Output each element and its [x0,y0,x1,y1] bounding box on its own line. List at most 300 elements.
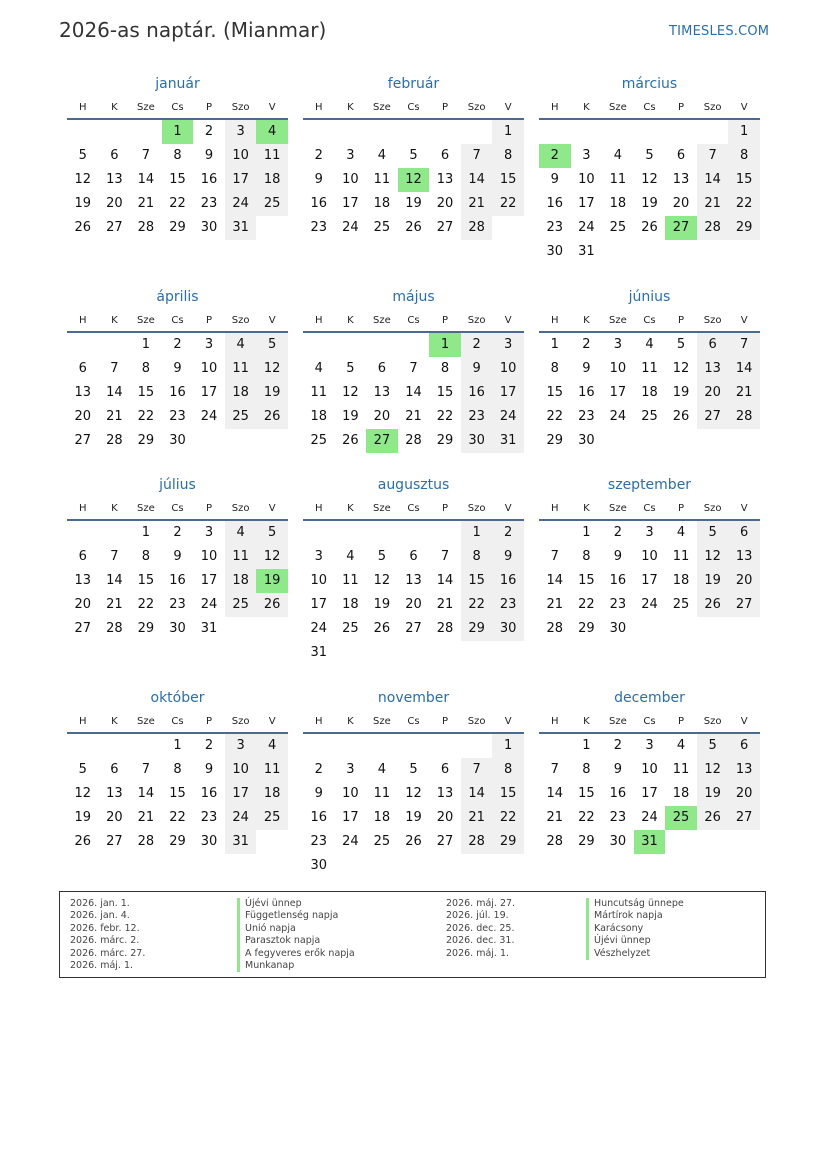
day-cell: 11 [342,573,359,588]
day-cell: 25 [342,621,359,636]
day-cell: 21 [697,192,729,216]
day-cell: 13 [436,786,454,801]
weekday-label: Sze [373,102,391,113]
day-cell: 31 [578,244,595,259]
weekday-label: K [583,716,590,727]
day-cell: 29 [137,621,155,636]
day-cell: 23 [310,834,328,849]
day-cell: 9 [204,762,214,777]
day-cell: 5 [78,148,87,163]
day-cell: 21 [461,806,493,830]
weekday-label: V [268,716,276,727]
day-cell: 11 [373,172,391,187]
legend-date: 2026. júl. 19. [446,910,509,922]
day-cell: 30 [310,858,328,873]
weekday-label: Cs [407,716,420,727]
day-cell: 8 [173,148,182,163]
day-cell: 10 [641,549,658,564]
empty-cell [335,120,367,144]
day-cell: 29 [169,834,186,849]
day-cell: 13 [728,545,760,569]
empty-cell [99,120,131,144]
day-cell: 25 [672,597,690,612]
day-cell: 16 [578,385,595,400]
day-cell: 20 [373,409,391,424]
empty-cell [130,120,162,144]
day-cell: 28 [137,220,155,235]
day-cell: 30 [492,617,524,641]
day-cell: 13 [74,573,92,588]
holiday-day-cell: 2 [539,144,571,168]
weekday-header [303,712,524,734]
empty-cell [130,734,162,758]
day-cell: 20 [728,569,760,593]
day-cell: 1 [141,525,151,540]
day-cell: 29 [546,433,564,448]
day-cell: 11 [225,545,257,569]
empty-cell [366,120,398,144]
day-cell: 14 [461,168,493,192]
day-cell: 27 [106,220,123,235]
legend-holiday-name: A fegyveres erők napja [237,948,355,960]
day-cell: 17 [578,196,595,211]
empty-cell [67,521,99,545]
weekday-label: K [347,503,354,514]
day-cell: 24 [609,409,627,424]
day-cell: 28 [461,830,493,854]
day-cell: 10 [641,762,658,777]
day-cell: 22 [578,597,595,612]
day-cell: 19 [405,196,422,211]
weekday-label: Cs [643,315,656,326]
legend-holiday-name: Újévi ünnep [237,898,355,910]
day-cell: 15 [461,569,493,593]
weekday-label: V [268,102,276,113]
day-cell: 5 [256,521,288,545]
month-block [303,684,524,878]
weekday-header [539,712,760,734]
weekday-label: K [111,102,118,113]
day-cell: 1 [492,734,524,758]
day-cell: 6 [78,361,87,376]
day-cell: 4 [225,333,257,357]
weekday-label: P [442,315,449,326]
day-cell: 13 [728,758,760,782]
day-cell: 10 [225,144,257,168]
weekday-label: K [111,315,118,326]
weekday-label: K [347,102,354,113]
day-cell: 1 [461,521,493,545]
day-cell: 13 [74,385,92,400]
day-cell: 26 [373,621,391,636]
weekday-label: K [111,716,118,727]
day-cell: 5 [697,521,729,545]
day-cell: 13 [405,573,422,588]
day-cell: 31 [492,429,524,453]
month-title: július [159,477,196,493]
day-cell: 13 [106,786,123,801]
day-cell: 14 [436,573,454,588]
day-cell: 18 [672,573,690,588]
empty-cell [602,120,634,144]
day-cell: 4 [377,148,387,163]
day-cell: 2 [492,521,524,545]
day-cell: 2 [613,525,623,540]
day-cell: 29 [436,433,454,448]
day-cell: 30 [609,621,627,636]
day-cell: 1 [728,120,760,144]
day-cell: 17 [225,168,257,192]
empty-cell [366,734,398,758]
day-cell: 12 [256,357,288,381]
day-cell: 20 [74,409,92,424]
day-cell: 16 [310,810,328,825]
day-cell: 6 [377,361,387,376]
day-cell: 23 [609,810,627,825]
weekday-label: Szo [231,315,250,326]
day-cell: 8 [550,361,559,376]
day-cell: 17 [609,385,627,400]
day-cell: 15 [578,573,595,588]
holiday-day-cell: 4 [256,120,288,144]
month-title: január [155,76,200,92]
day-cell: 1 [492,120,524,144]
day-cell: 13 [436,172,454,187]
day-cell: 1 [582,738,591,753]
day-cell: 17 [492,381,524,405]
weekday-header [303,499,524,521]
empty-cell [99,333,131,357]
day-cell: 21 [106,409,123,424]
day-cell: 5 [409,148,418,163]
day-cell: 20 [436,196,454,211]
day-cell: 16 [200,172,218,187]
day-cell: 10 [310,573,328,588]
day-cell: 20 [106,196,123,211]
day-cell: 30 [461,429,493,453]
day-cell: 3 [346,148,355,163]
day-cell: 16 [461,381,493,405]
day-cell: 2 [173,337,182,352]
weekday-label: H [315,102,323,113]
day-cell: 8 [582,762,591,777]
day-cell: 18 [256,782,288,806]
legend-holiday-name: Huncutság ünnepe [586,898,684,910]
day-cell: 24 [200,409,218,424]
day-cell: 9 [550,172,559,187]
weekday-label: H [79,716,87,727]
legend-holiday-name: Parasztok napja [237,935,355,947]
weekday-label: H [79,102,87,113]
day-cell: 16 [609,573,627,588]
weekday-label: Szo [231,503,250,514]
weekday-label: Szo [467,315,486,326]
weekday-label: P [678,503,685,514]
day-cell: 17 [641,573,658,588]
day-cell: 19 [342,409,359,424]
empty-cell [398,333,430,357]
weekday-label: V [504,315,512,326]
day-cell: 14 [137,786,155,801]
day-cell: 3 [582,148,591,163]
day-cell: 22 [137,409,155,424]
holiday-day-cell: 25 [665,806,697,830]
day-cell: 24 [342,220,359,235]
day-cell: 21 [546,597,564,612]
weekday-header [67,712,288,734]
weekday-label: Cs [171,315,184,326]
day-cell: 29 [169,220,186,235]
legend-names-col-2 [586,898,684,960]
day-cell: 19 [672,385,690,400]
day-cell: 31 [225,216,257,240]
day-cell: 29 [461,617,493,641]
holiday-day-cell: 27 [665,216,697,240]
day-grid [67,521,288,641]
day-cell: 11 [672,762,690,777]
day-cell: 7 [550,762,559,777]
day-cell: 17 [641,786,658,801]
day-cell: 28 [436,621,454,636]
legend-holiday-name: Munkanap [237,960,355,972]
day-cell: 8 [141,361,151,376]
day-cell: 24 [578,220,595,235]
legend-dates-col-2 [446,898,515,960]
empty-cell [461,120,493,144]
day-cell: 19 [74,810,92,825]
weekday-label: K [583,503,590,514]
weekday-label: V [268,315,276,326]
day-cell: 7 [728,333,760,357]
day-cell: 7 [141,762,151,777]
day-cell: 6 [728,734,760,758]
day-cell: 17 [200,385,218,400]
empty-cell [303,120,335,144]
weekday-header [539,98,760,120]
day-cell: 23 [200,196,218,211]
day-cell: 15 [546,385,564,400]
day-cell: 28 [106,433,123,448]
day-cell: 23 [609,597,627,612]
day-cell: 3 [645,738,654,753]
empty-cell [398,521,430,545]
day-cell: 17 [342,810,359,825]
weekday-header [303,311,524,333]
day-cell: 7 [697,144,729,168]
day-cell: 17 [342,196,359,211]
weekday-label: Sze [137,315,155,326]
weekday-label: V [504,503,512,514]
day-cell: 26 [405,220,422,235]
legend-holiday-name: Mártírok napja [586,910,684,922]
day-cell: 29 [492,830,524,854]
weekday-label: P [678,315,685,326]
day-cell: 8 [461,545,493,569]
empty-cell [303,734,335,758]
day-cell: 22 [169,196,186,211]
day-cell: 1 [173,738,182,753]
day-cell: 25 [310,433,328,448]
legend-holiday-name: Újévi ünnep [586,935,684,947]
day-cell: 8 [728,144,760,168]
day-cell: 18 [609,196,627,211]
day-cell: 4 [676,525,686,540]
day-cell: 8 [141,549,151,564]
day-cell: 12 [641,172,658,187]
day-cell: 4 [314,361,323,376]
month-block [67,283,288,453]
weekday-label: Szo [231,716,250,727]
day-cell: 9 [582,361,591,376]
day-cell: 12 [256,545,288,569]
weekday-label: Cs [643,102,656,113]
day-cell: 24 [310,621,328,636]
weekday-label: Szo [703,503,722,514]
day-cell: 24 [641,810,658,825]
day-cell: 3 [492,333,524,357]
day-cell: 22 [728,192,760,216]
day-cell: 14 [106,573,123,588]
month-block [67,70,288,240]
day-cell: 4 [346,549,355,564]
legend-date: 2026. jan. 1. [70,898,130,909]
day-cell: 10 [200,549,218,564]
legend-date: 2026. dec. 31. [446,935,515,947]
day-cell: 10 [342,172,359,187]
day-cell: 6 [440,762,450,777]
day-cell: 15 [137,573,155,588]
legend-date: 2026. máj. 1. [446,947,510,959]
empty-cell [335,734,367,758]
day-cell: 8 [492,144,524,168]
day-cell: 5 [256,333,288,357]
day-cell: 8 [492,758,524,782]
weekday-label: K [347,315,354,326]
day-cell: 25 [256,192,288,216]
day-cell: 6 [440,148,450,163]
day-cell: 4 [676,738,686,753]
weekday-label: V [740,716,748,727]
month-block [303,471,524,665]
empty-cell [366,333,398,357]
weekday-label: Sze [373,503,391,514]
month-title: november [377,690,450,706]
day-cell: 26 [672,409,690,424]
empty-cell [366,521,398,545]
weekday-label: Sze [373,315,391,326]
day-cell: 24 [342,834,359,849]
day-cell: 11 [256,144,288,168]
day-cell: 25 [225,405,257,429]
day-cell: 15 [728,168,760,192]
day-cell: 30 [169,433,186,448]
day-cell: 13 [373,385,391,400]
day-cell: 10 [492,357,524,381]
empty-cell [67,734,99,758]
day-cell: 30 [578,433,595,448]
day-cell: 11 [256,758,288,782]
day-cell: 23 [200,810,218,825]
day-cell: 29 [137,433,155,448]
weekday-label: Szo [231,102,250,113]
day-cell: 22 [436,409,454,424]
day-cell: 19 [256,381,288,405]
day-cell: 19 [373,597,391,612]
day-cell: 3 [346,762,355,777]
weekday-label: Cs [643,503,656,514]
day-cell: 14 [106,385,123,400]
day-cell: 16 [492,569,524,593]
day-cell: 28 [137,834,155,849]
legend-date: 2026. márc. 2. [70,935,140,947]
day-grid [303,120,524,240]
day-cell: 7 [409,361,418,376]
weekday-label: V [740,102,748,113]
weekday-label: P [206,102,213,113]
empty-cell [571,120,603,144]
day-cell: 21 [137,810,155,825]
weekday-label: Cs [171,102,184,113]
day-cell: 20 [405,597,422,612]
day-cell: 9 [613,762,623,777]
day-cell: 28 [546,621,564,636]
weekday-label: Sze [609,503,627,514]
weekday-label: Szo [467,503,486,514]
month-block [303,70,524,240]
day-cell: 3 [225,734,257,758]
day-cell: 11 [641,361,658,376]
day-cell: 27 [728,593,760,617]
legend-date: 2026. máj. 1. [70,959,134,971]
day-cell: 12 [672,361,690,376]
day-cell: 2 [582,337,591,352]
day-cell: 11 [672,549,690,564]
day-cell: 16 [169,385,186,400]
month-title: április [156,289,199,305]
holiday-legend [59,891,766,978]
day-cell: 28 [405,433,422,448]
month-title: február [387,76,440,92]
day-cell: 7 [461,758,493,782]
day-cell: 14 [728,357,760,381]
day-cell: 10 [609,361,627,376]
day-cell: 7 [110,549,119,564]
day-cell: 7 [141,148,151,163]
empty-cell [67,120,99,144]
day-cell: 9 [613,549,623,564]
weekday-label: H [551,503,559,514]
day-cell: 24 [641,597,658,612]
weekday-label: Cs [407,102,420,113]
weekday-label: P [206,503,213,514]
day-cell: 4 [256,734,288,758]
day-cell: 12 [74,786,92,801]
day-cell: 2 [613,738,623,753]
weekday-label: Szo [467,102,486,113]
legend-date: 2026. márc. 27. [70,947,146,959]
day-cell: 23 [546,220,564,235]
day-cell: 21 [137,196,155,211]
day-cell: 2 [204,124,214,139]
day-cell: 18 [641,385,658,400]
day-cell: 25 [373,220,391,235]
brand-link[interactable]: TIMESLES.COM [669,24,770,39]
day-cell: 6 [409,549,418,564]
day-cell: 15 [492,168,524,192]
day-cell: 18 [310,409,328,424]
day-cell: 19 [641,196,658,211]
day-cell: 3 [204,525,214,540]
